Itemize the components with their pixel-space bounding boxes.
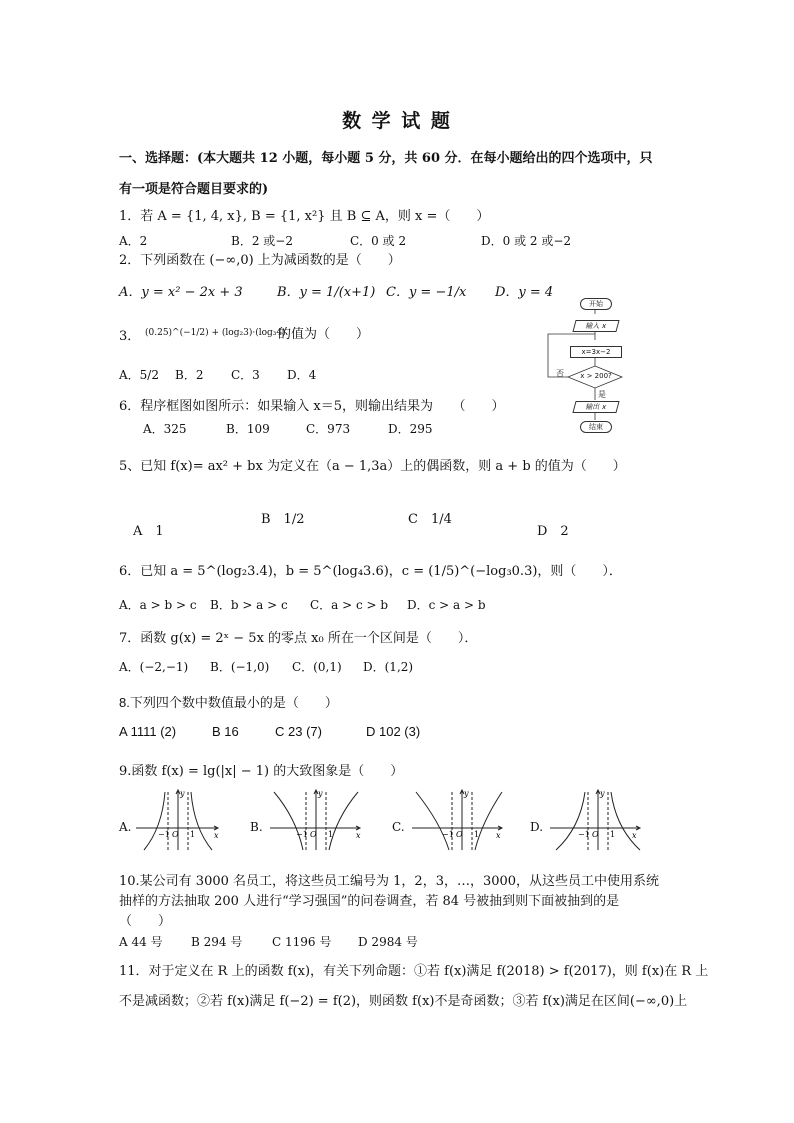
q2-option-c: C．y = −1/x — [386, 285, 467, 300]
q9-graph-c-origin: O — [456, 830, 463, 839]
q7-option-b: B．(−1,0) — [210, 660, 270, 674]
q3-number: 3． — [119, 329, 141, 344]
q9-label-a: A. — [119, 820, 132, 834]
q9-graph-a-y-label: y — [180, 789, 185, 798]
q3-tail: 的值为（ ） — [278, 327, 370, 342]
q1-option-a: A．2 — [119, 234, 148, 248]
q9-graph-a-tick-neg1: −1 — [158, 830, 170, 839]
q9-graph-c-tick-neg1: −1 — [442, 830, 454, 839]
flowchart-decision: x > 200? — [580, 372, 612, 380]
q9-graph-d — [548, 788, 644, 854]
q9-graph-c-y-label: y — [464, 789, 469, 798]
q2-option-d: D．y = 4 — [495, 285, 554, 300]
q5-option-c: C 1/4 — [408, 512, 452, 527]
q6-stem: 6．已知 a = 5^(log₂3.4)，b = 5^(log₄3.6)，c = (1/5)^(−log₃0.3)，则（ ）． — [119, 564, 622, 579]
q10-line3: （ ） — [119, 914, 172, 929]
q2-stem: 2．下列函数在 (−∞,0) 上为减函数的是（ ） — [119, 253, 401, 268]
flowchart-start: 开始 — [580, 298, 612, 310]
flowchart-end: 结束 — [580, 421, 612, 433]
q9-graph-b-tick-1: 1 — [328, 830, 334, 839]
q3-option-c: C．3 — [231, 368, 260, 382]
q9-graph-d-origin: O — [592, 830, 599, 839]
q10-option-d: D 2984 号 — [358, 935, 418, 949]
flowchart-connectors — [540, 296, 650, 438]
q3-expression: (0.25)^(−1/2) + (log₂3)·(log₃4) — [145, 328, 286, 338]
q1-option-b: B．2 或−2 — [231, 234, 293, 248]
q-flow-option-d: D．295 — [388, 422, 433, 436]
flowchart-input: 输入 x — [572, 320, 619, 332]
q11-line2: 不是减函数；②若 f(x)满足 f(−2) = f(2)，则函数 f(x)不是奇函数；③若 f(x)满足在区间(−∞,0)上 — [119, 994, 688, 1009]
q-flow-option-a: A．325 — [143, 422, 187, 436]
q10-option-a: A 44 号 — [119, 935, 163, 949]
q9-label-d: D. — [530, 820, 544, 834]
q11-line1: 11．对于定义在 R 上的函数 f(x)，有关下列命题：①若 f(x)满足 f(2018) > f(2017)，则 f(x)在 R 上 — [119, 964, 709, 979]
q5-option-d: D 2 — [537, 524, 569, 539]
q6-option-a: A．a > b > c — [119, 598, 197, 612]
q8-option-a: A 1111 (2) — [119, 724, 177, 739]
flowchart-no-label: 否 — [556, 369, 564, 378]
q9-graph-b-y-label: y — [318, 789, 323, 798]
q9-graph-d-tick-neg1: −1 — [578, 830, 590, 839]
q10-option-c: C 1196 号 — [272, 935, 332, 949]
q9-graph-b-origin: O — [310, 830, 317, 839]
q-flow-option-c: C．973 — [306, 422, 351, 436]
q5-option-a: A 1 — [133, 524, 164, 539]
q7-stem: 7．函数 g(x) = 2ˣ − 5x 的零点 x₀ 所在一个区间是（ ）． — [119, 631, 478, 646]
q7-option-a: A．(−2,−1) — [119, 660, 189, 674]
q3-option-b: B．2 — [175, 368, 204, 382]
q-flow-stem: 6．程序框图如图所示：如果输入 x＝5，则输出结果为 （ ） — [119, 399, 505, 414]
q9-graph-d-tick-1: 1 — [610, 830, 616, 839]
q10-option-b: B 294 号 — [191, 935, 243, 949]
q9-graph-a — [134, 788, 222, 854]
q3-option-a: A．5/2 — [119, 368, 159, 382]
q9-graph-a-x-label: x — [214, 831, 219, 840]
q9-graph-c — [410, 788, 506, 854]
section-heading-line1: 一、选择题：(本大题共 12 小题，每小题 5 分，共 60 分．在每小题给出的四个选项中，只 — [119, 151, 653, 166]
q9-stem: 9.函数 f(x) = lg(|x| − 1) 的大致图象是（ ） — [119, 764, 404, 779]
q9-graph-b-tick-neg1: −1 — [296, 830, 308, 839]
q9-graph-d-y-label: y — [600, 789, 605, 798]
section-heading-line2: 有一项是符合题目要求的) — [119, 182, 269, 197]
q2-option-b: B．y = 1/(x+1) — [277, 285, 376, 300]
q6-option-c: C．a > c > b — [310, 598, 389, 612]
q2-option-a: A．y = x² − 2x + 3 — [119, 285, 243, 300]
q9-label-c: C. — [392, 820, 405, 834]
q9-graph-b-x-label: x — [356, 831, 361, 840]
q1-option-c: C．0 或 2 — [350, 234, 407, 248]
q1-option-d: D．0 或 2 或−2 — [481, 234, 572, 248]
q5-stem: 5、已知 f(x)= ax² + bx 为定义在（a − 1,3a）上的偶函数，则 a + b 的值为（ ） — [119, 459, 626, 474]
q10-line2: 抽样的方法抽取 200 人进行“学习强国”的问卷调查，若 84 号被抽到则下面被抽到的是 — [119, 894, 620, 909]
q9-graph-c-x-label: x — [496, 831, 501, 840]
flowchart-process: x=3x−2 — [570, 346, 622, 358]
q8-option-b: B 16 — [212, 724, 239, 739]
page-title: 数 学 试 题 — [342, 110, 452, 132]
q8-option-d: D 102 (3) — [366, 724, 421, 739]
q7-option-d: D．(1,2) — [363, 660, 414, 674]
q6-option-b: B．b > a > c — [210, 598, 288, 612]
q7-option-c: C．(0,1) — [292, 660, 342, 674]
q9-graph-a-tick-1: 1 — [190, 830, 196, 839]
q9-graph-b — [268, 788, 364, 854]
q9-graph-a-origin: O — [172, 830, 179, 839]
q9-label-b: B. — [250, 820, 263, 834]
q8-option-c: C 23 (7) — [275, 724, 322, 739]
q10-line1: 10.某公司有 3000 名员工，将这些员工编号为 1，2，3，…，3000，从这些员工中使用系统 — [119, 874, 660, 889]
q-flow-option-b: B．109 — [226, 422, 270, 436]
q9-graph-d-x-label: x — [632, 831, 637, 840]
q3-option-d: D．4 — [287, 368, 317, 382]
q6-option-d: D．c > a > b — [407, 598, 486, 612]
flowchart-yes-label: 是 — [598, 390, 606, 399]
q9-graph-c-tick-1: 1 — [474, 830, 480, 839]
q8-stem: 8.下列四个数中数值最小的是（ ） — [119, 695, 338, 710]
q1-stem: 1．若 A = {1, 4, x}, B = {1, x²} 且 B ⊆ A，则 x =（ ） — [119, 209, 490, 224]
q5-option-b: B 1/2 — [261, 512, 305, 527]
flowchart-output: 输出 x — [572, 401, 619, 413]
